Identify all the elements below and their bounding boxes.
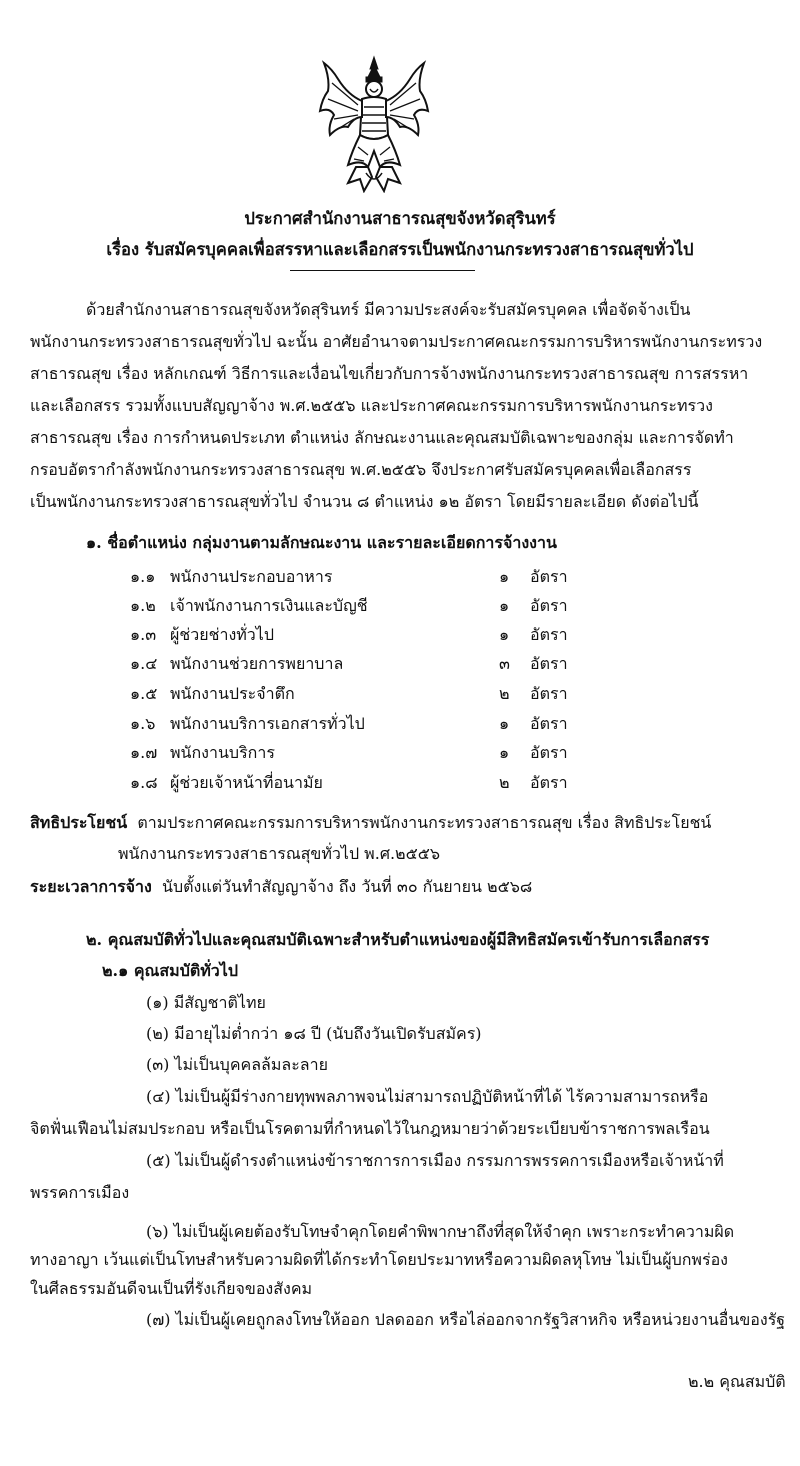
position-name: พนักงานประกอบอาหาร	[170, 567, 333, 586]
position-number: ๑.๔	[130, 654, 158, 673]
garuda-emblem-icon	[318, 55, 430, 193]
qualification-item: (๖) ไม่เป็นผู้เคยต้องรับโทษจำคุกโดยคำพิพากษาถึงที่สุดให้จำคุก เพราะกระทำความผิด	[146, 1222, 735, 1241]
section-1-heading: ๑. ชื่อตำแหน่ง กลุ่มงานตามลักษณะงาน และรายละเอียดการจ้างงาน	[86, 533, 557, 552]
position-count: ๑	[499, 567, 510, 586]
position-name: พนักงานประจำตึก	[170, 684, 295, 703]
qualification-item-cont: จิตฟั่นเฟือนไม่สมประกอบ หรือเป็นโรคตามที่กำหนดไว้ในกฎหมายว่าด้วยระเบียบข้าราชการพลเรือน	[30, 1119, 710, 1138]
qualification-item: (๗) ไม่เป็นผู้เคยถูกลงโทษให้ออก ปลดออก หรือไล่ออกจากรัฐวิสาหกิจ หรือหน่วยงานอื่นของรัฐ	[146, 1310, 786, 1329]
section-2-heading: ๒. คุณสมบัติทั่วไปและคุณสมบัติเฉพาะสำหรับตำแหน่งของผู้มีสิทธิสมัครเข้ารับการเลือกสรร	[86, 930, 710, 949]
qualification-item: (๓) ไม่เป็นบุคคลล้มละลาย	[146, 1055, 328, 1074]
intro-line-6: กรอบอัตรากำลังพนักงานกระทรวงสาธารณสุข พ.ศ.๒๕๕๖ จึงประกาศรับสมัครบุคคลเพื่อเลือกสรร	[30, 460, 692, 479]
position-unit: อัตรา	[530, 596, 568, 615]
position-name: ผู้ช่วยช่างทั่วไป	[170, 625, 274, 644]
benefits-text-cont: พนักงานกระทรวงสาธารณสุขทั่วไป พ.ศ.๒๕๕๖	[118, 844, 440, 863]
position-unit: อัตรา	[530, 625, 568, 644]
employment-duration	[30, 877, 532, 897]
position-count: ๓	[499, 654, 510, 673]
position-number: ๑.๘	[130, 773, 158, 792]
position-name: พนักงานบริการ	[170, 743, 275, 762]
duration-text: นับตั้งแต่วันทำสัญญาจ้าง ถึง วันที่ ๓๐ กันยายน ๒๕๖๘	[162, 877, 533, 896]
position-count: ๑	[499, 714, 510, 733]
intro-line-1: ด้วยสำนักงานสาธารณสุขจังหวัดสุรินทร์ มีความประสงค์จะรับสมัครบุคคล เพื่อจัดจ้างเป็น	[86, 300, 691, 319]
position-name: เจ้าพนักงานการเงินและบัญชี	[170, 596, 368, 615]
position-number: ๑.๓	[130, 625, 157, 644]
position-number: ๑.๕	[130, 684, 158, 703]
position-number: ๑.๑	[130, 567, 156, 586]
position-unit: อัตรา	[530, 773, 568, 792]
intro-line-5: สาธารณสุข เรื่อง การกำหนดประเภท ตำแหน่ง ลักษณะงานและคุณสมบัติเฉพาะของกลุ่ม และการจัดทำ	[30, 428, 734, 447]
section-2-1-heading: ๒.๑ คุณสมบัติทั่วไป	[102, 961, 238, 980]
position-name: ผู้ช่วยเจ้าหน้าที่อนามัย	[170, 773, 323, 792]
benefits-text: ตามประกาศคณะกรรมการบริหารพนักงานกระทรวงสาธารณสุข เรื่อง สิทธิประโยชน์	[137, 813, 712, 832]
position-name: พนักงานช่วยการพยาบาล	[170, 654, 344, 673]
position-count: ๑	[499, 743, 510, 762]
benefits-label: สิทธิประโยชน์	[30, 813, 128, 832]
qualification-item: (๔) ไม่เป็นผู้มีร่างกายทุพพลภาพจนไม่สามารถปฏิบัติหน้าที่ได้ ไร้ความสามารถหรือ	[146, 1087, 709, 1106]
announcement-subject: เรื่อง รับสมัครบุคคลเพื่อสรรหาและเลือกสรรเป็นพนักงานกระทรวงสาธารณสุขทั่วไป	[106, 240, 694, 260]
position-count: ๑	[499, 596, 510, 615]
next-page-continuation: ๒.๒ คุณสมบัติ	[688, 1372, 786, 1391]
qualification-item-cont: ในศีลธรรมอันดีจนเป็นที่รังเกียจของสังคม	[30, 1279, 313, 1298]
position-unit: อัตรา	[530, 714, 568, 733]
position-number: ๑.๖	[130, 714, 156, 733]
duration-label: ระยะเวลาการจ้าง	[30, 877, 152, 896]
qualification-item-cont: พรรคการเมือง	[30, 1183, 130, 1202]
position-count: ๑	[499, 625, 510, 644]
intro-line-3: สาธารณสุข เรื่อง หลักเกณฑ์ วิธีการและเงื่อนไขเกี่ยวกับการจ้างพนักงานกระทรวงสาธารณสุข การสรรหา	[30, 364, 749, 383]
position-unit: อัตรา	[530, 654, 568, 673]
qualification-item: (๕) ไม่เป็นผู้ดำรงตำแหน่งข้าราชการการเมือง กรรมการพรรคการเมืองหรือเจ้าหน้าที่	[146, 1151, 724, 1170]
position-unit: อัตรา	[530, 684, 568, 703]
title-divider	[290, 270, 475, 271]
position-count: ๒	[499, 773, 510, 792]
position-unit: อัตรา	[530, 567, 568, 586]
position-number: ๑.๒	[130, 596, 156, 615]
position-name: พนักงานบริการเอกสารทั่วไป	[170, 714, 365, 733]
position-unit: อัตรา	[530, 743, 568, 762]
qualification-item: (๒) มีอายุไม่ต่ำกว่า ๑๘ ปี (นับถึงวันเปิดรับสมัคร)	[146, 1024, 482, 1043]
position-count: ๒	[499, 684, 510, 703]
qualification-item: (๑) มีสัญชาติไทย	[146, 993, 266, 1012]
intro-line-2: พนักงานกระทรวงสาธารณสุขทั่วไป ฉะนั้น อาศัยอำนาจตามประกาศคณะกรรมการบริหารพนักงานกระทรวง	[30, 332, 763, 351]
position-number: ๑.๗	[130, 743, 158, 762]
announcement-title: ประกาศสำนักงานสาธารณสุขจังหวัดสุรินทร์	[244, 209, 556, 229]
intro-line-4: และเลือกสรร รวมทั้งแบบสัญญาจ้าง พ.ศ.๒๕๕๖ และประกาศคณะกรรมการบริหารพนักงานกระทรวง	[30, 396, 713, 415]
benefits	[30, 813, 711, 833]
intro-line-7: เป็นพนักงานกระทรวงสาธารณสุขทั่วไป จำนวน ๘ ตำแหน่ง ๑๒ อัตรา โดยมีรายละเอียด ดังต่อไปนี้	[30, 492, 699, 511]
qualification-item-cont: ทางอาญา เว้นแต่เป็นโทษสำหรับความผิดที่ได้กระทำโดยประมาทหรือความผิดลหุโทษ ไม่เป็นผู้บกพร่อง	[30, 1250, 728, 1269]
